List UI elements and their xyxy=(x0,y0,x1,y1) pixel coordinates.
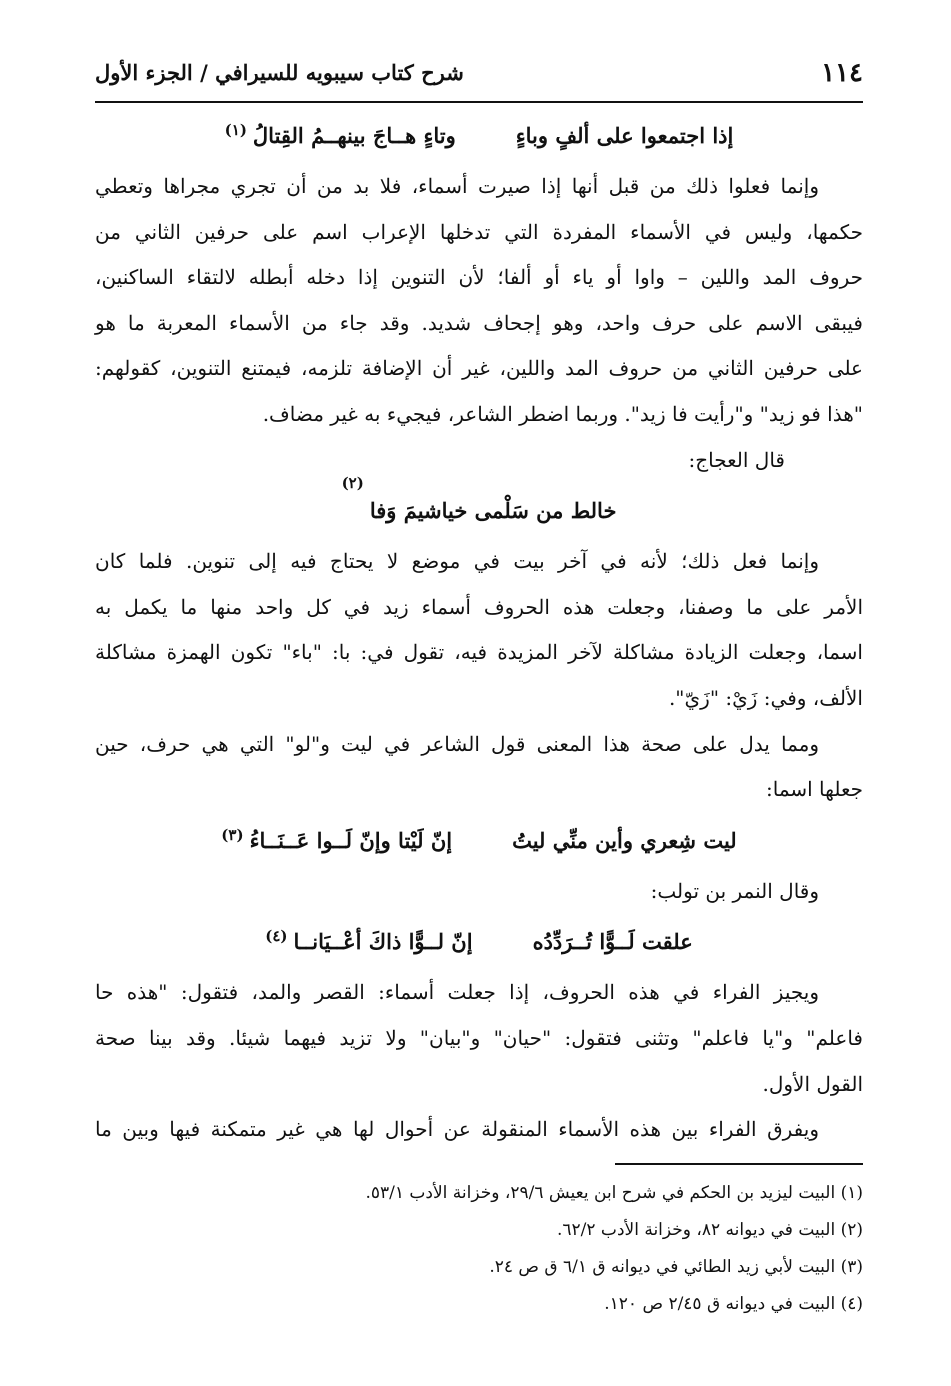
header-rule xyxy=(95,101,863,103)
paragraph-5 xyxy=(95,1107,863,1153)
footnote-1: (١) البيت ليزيد بن الحكم في شرح ابن يعيش ٢٩/٦، وخزانة الأدب ٥٣/١. xyxy=(365,1183,863,1203)
paragraph-1-line-1: وإنما فعلوا ذلك من قبل أنها إذا صيرت أسماء، فلا بد من أن تجري مجراها وتعطي xyxy=(95,174,819,198)
verse-3-hemistich-left-text: إنّ لَيْتا وإنّ لَــوا عَــنَــاءُ xyxy=(249,827,453,853)
verse-1 xyxy=(95,108,863,164)
verse-3-hemistich-right: ليت شِعري وأين منِّي ليتُ xyxy=(512,827,737,853)
paragraph-4 xyxy=(95,970,863,1107)
footnote-marker-4: (٤) xyxy=(265,927,288,946)
paragraph-2-line-4: الألف، وفي: زَيْ: "زَيّ". xyxy=(668,685,863,710)
paragraph-4-line-3: القول الأول. xyxy=(762,1071,863,1096)
footnote-4: (٤) البيت في ديوانه ق ٢/٤٥ ص ١٢٠. xyxy=(604,1294,863,1314)
paragraph-1-line-2: حكمها، وليس في الأسماء المفردة التي تدخلها الإعراب اسم على حرفين الثاني من xyxy=(95,219,863,244)
page-number: ١١٤ xyxy=(821,58,863,88)
footnote-marker-1: (١) xyxy=(224,121,247,139)
paragraph-2-line-2: الأمر على ما وصفنا، وجعلت هذه الحروف أسماء زيد في كل واحد منها ما يكمل به xyxy=(95,594,863,619)
footnote-marker-3: (٣) xyxy=(221,825,244,844)
paragraph-2 xyxy=(95,539,863,721)
footnote-marker-2: (٢) xyxy=(341,474,364,493)
verse-2-text: خالط من سَلْمى خياشيمَ وَفا xyxy=(369,498,617,524)
paragraph-1-line-5: على حرفين الثاني من حروف المد واللين، غير أن الإضافة تلزمه، فيمتنع التنوين، كقولهم: xyxy=(95,356,863,381)
paragraph-1-line-3: حروف المد واللين – واوا أو ياء أو ألفا؛ لأن التنوين إذا دخله أبطله لالتقاء الساكنين، xyxy=(95,265,863,290)
paragraph-1-line-4: فيبقى الاسم على حرف واحد، وهو إجحاف شديد. وقد جاء من الأسماء المعربة ما هو xyxy=(95,310,863,335)
verse-intro-1: قال العجاج: xyxy=(688,447,785,472)
verse-4-hemistich-right: علقت لَــوًّا تُــرَدِّدُه xyxy=(532,929,693,955)
page-header xyxy=(95,58,863,98)
verse-3 xyxy=(95,813,863,869)
verse-4-hemistich-left xyxy=(265,914,472,970)
verse-2 xyxy=(95,474,863,539)
verse-intro-2: وقال النمر بن تولب: xyxy=(650,878,819,903)
verse-4-hemistich-left-text: إنّ لــوًّا ذاكَ أعْــيَانــا xyxy=(293,929,473,955)
paragraph-4-line-2: فاعلم" و"يا فاعلم" وتثنى فتقول: "حيان" و"بيان" ولا تزيد فيهما شيئا. وقد بينا صحة xyxy=(95,1025,863,1050)
verse-1-hemistich-right: إذا اجتمعوا على ألفٍ وباءٍ xyxy=(515,123,734,148)
paragraph-5-line-1: ويفرق الفراء بين هذه الأسماء المنقولة عن أحوال لها هي غير متمكنة فيها وبين ما xyxy=(95,1117,819,1142)
verse-1-hemistich-left xyxy=(225,108,456,164)
paragraph-3-line-1: ومما يدل على صحة هذا المعنى قول الشاعر في ليت و"لو" التي هي حرف، حين xyxy=(95,731,819,756)
verse-1-hemistich-left-text: وتاءٍ هــاجَ بينهــمُ القِتالُ xyxy=(252,123,456,148)
footnote-separator xyxy=(615,1163,863,1165)
paragraph-2-line-3: اسما، وجعلت الزيادة مشاكلة لآخر المزيدة فيه، تقول في: با: "باء" تكون الهمزة مشاكلة xyxy=(95,640,863,665)
page-body xyxy=(95,106,863,1153)
footnote-2: (٢) البيت في ديوانه ٨٢، وخزانة الأدب ٦٢/٢. xyxy=(557,1220,863,1240)
footnotes xyxy=(95,1175,863,1323)
paragraph-1 xyxy=(95,164,863,438)
running-title: شرح كتاب سيبويه للسيرافي / الجزء الأول xyxy=(95,60,464,85)
paragraph-4-line-1: ويجيز الفراء في هذه الحروف، إذا جعلت أسماء: القصر والمد، فتقول: "هذه حا xyxy=(95,980,819,1005)
paragraph-3-line-2: جعلها اسما: xyxy=(765,777,863,802)
verse-4 xyxy=(95,914,863,970)
paragraph-2-line-1: وإنما فعل ذلك؛ لأنه في آخر بيت في موضع لا يحتاج فيه إلى تنوين. فلما كان xyxy=(95,549,819,574)
verse-3-hemistich-left xyxy=(221,813,452,869)
paragraph-1-line-6: "هذا فو زيد" و"رأيت فا زيد". وربما اضطر الشاعر، فيجيء به غير مضاف. xyxy=(262,401,863,426)
footnote-3: (٣) البيت لأبي زيد الطائي في ديوانه ق ٦/١ ق ص ٢٤. xyxy=(489,1257,863,1277)
paragraph-3 xyxy=(95,722,863,813)
